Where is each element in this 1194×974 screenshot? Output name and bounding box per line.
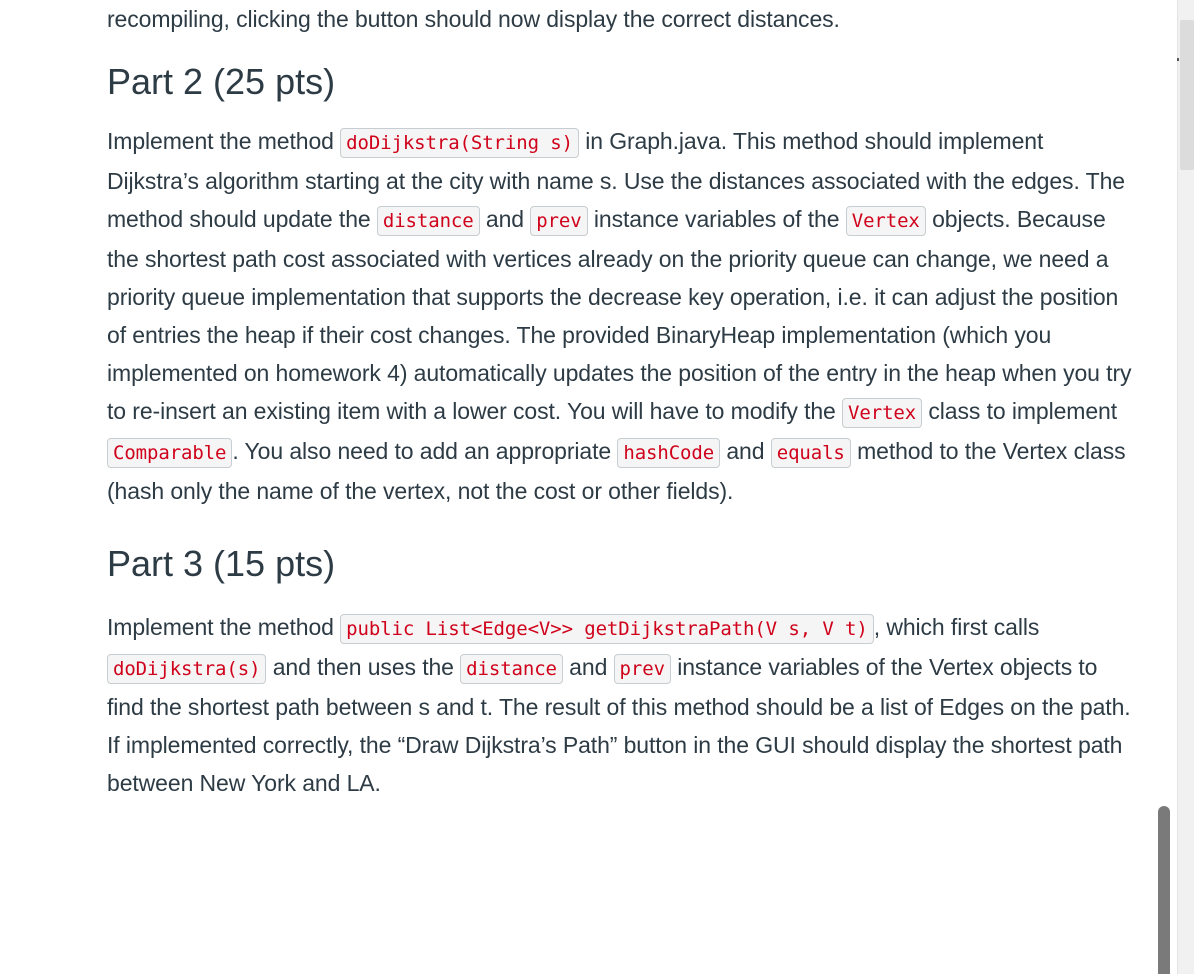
code-getdijkstrapath: public List<Edge<V>> getDijkstraPath(V s, V t) [340, 614, 874, 644]
code-dodijkstra: doDijkstra(String s) [340, 128, 579, 158]
scrollbar-marker [1177, 58, 1179, 61]
code-prev: prev [530, 206, 587, 236]
part2-heading: Part 2 (25 pts) [107, 61, 336, 102]
code-equals: equals [771, 438, 851, 468]
part3-heading: Part 3 (15 pts) [107, 543, 336, 584]
intro-paragraph [107, 0, 1137, 32]
code-hashcode: hashCode [617, 438, 720, 468]
part3-paragraph-2: If implemented correctly, the “Draw Dijkstra’s Path” button in the GUI should display the shortest path between New York and LA. [107, 732, 1123, 796]
code-comparable: Comparable [107, 438, 232, 468]
part2-paragraph: Implement the method doDijkstra(String s) in Graph.java. This method should implement Dijkstra’s algorithm starting at the city with name s. Use the distances associated with the edges. The method should update the distance and prev instance variables of the Vertex objects. Because the shortest path cost associated with vertices already on the priority queue can change, we need a priority queue implementation that supports the decrease key operation, i.e. it can adjust the position of entries the heap if their cost changes. The provided BinaryHeap implementation (which you implemented on homework 4) automatically updates the position of the entry in the heap when you try to re-insert an existing item with a lower cost. You will have to modify the Vertex class to implement Comparable . You also need to add an appropriate hashCode and equals method to the Vertex class (hash only the name of the vertex, not the cost or other fields). [107, 128, 1132, 504]
code-vertex: Vertex [846, 206, 926, 236]
page-scrollbar-thumb[interactable] [1180, 20, 1194, 170]
code-distance: distance [377, 206, 480, 236]
code-dodijkstra-s: doDijkstra(s) [107, 654, 266, 684]
content-scrollbar-thumb[interactable] [1158, 806, 1170, 974]
code-distance-2: distance [460, 654, 563, 684]
code-prev-2: prev [614, 654, 671, 684]
part3-paragraph: Implement the method public List<Edge<V>> getDijkstraPath(V s, V t) , which first calls doDijkstra(s) and then uses the distance and prev instance variables of the Vertex objects to find the shortest path between s and t. The result of this method should be a list of Edges on the path. [107, 614, 1131, 720]
assignment-content [107, 0, 1137, 802]
intro-text: recompiling, clicking the button should now display the correct distances. [107, 6, 840, 32]
code-vertex-2: Vertex [842, 398, 922, 428]
